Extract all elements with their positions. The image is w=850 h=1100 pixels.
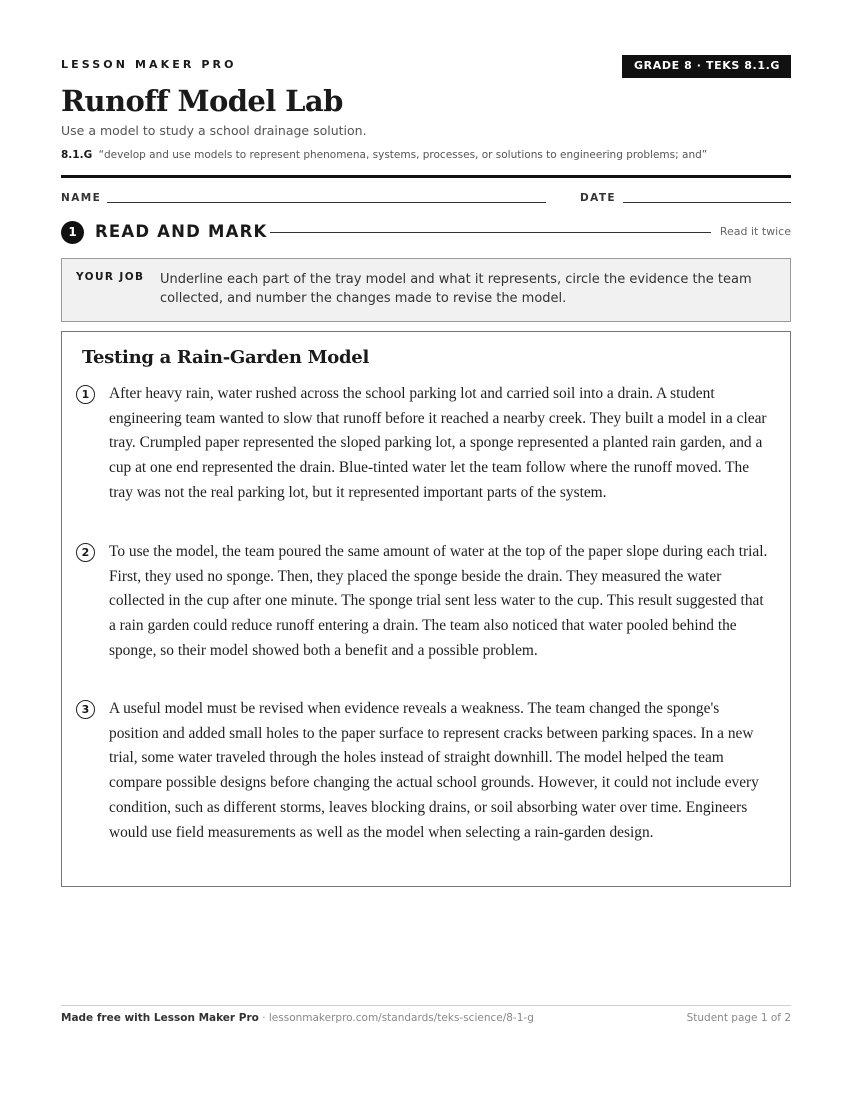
standard-text: “develop and use models to represent phenomena, systems, processes, or solutions to engineering problems; and” [98, 149, 708, 161]
your-job-label: YOUR JOB [76, 271, 145, 283]
footer-maker: Made free with Lesson Maker Pro [61, 1012, 259, 1024]
page-number: Student page 1 of 2 [686, 1012, 791, 1024]
paragraph-number: 3 [76, 700, 95, 719]
your-job-box [61, 258, 791, 322]
page-subtitle: Use a model to study a school drainage solution. [61, 123, 367, 138]
footer-separator: · [258, 1012, 269, 1024]
student-fields [61, 191, 791, 207]
section-divider [270, 232, 711, 233]
paragraph-number: 1 [76, 385, 95, 404]
date-label: DATE [580, 192, 616, 204]
section-note: Read it twice [719, 225, 791, 238]
date-field[interactable] [623, 202, 791, 203]
brand-name: LESSON MAKER PRO [61, 58, 237, 71]
header-divider [61, 175, 791, 178]
section-title: READ AND MARK [95, 222, 268, 241]
standard-line [61, 149, 707, 161]
footer-url[interactable]: lessonmakerpro.com/standards/teks-science/8-1-g [268, 1012, 534, 1024]
passage-paragraph: After heavy rain, water rushed across the school parking lot and carried soil into a drain. A student engineering team wanted to slow that runoff before it reached a nearby creek. They built a model in a clear tray. Crumpled paper represented the sloped parking lot, a sponge represented a planted rain garden, and a cup at one end represented the drain. Blue-tinted water let the team follow where the runoff moved. The tray was not the real parking lot, but it represented important parts of the system. [109, 385, 767, 501]
header-bar [61, 55, 791, 79]
section-header [61, 220, 791, 244]
paragraph-number: 2 [76, 543, 95, 562]
section-number-badge: 1 [61, 221, 84, 244]
passage-title: Testing a Rain-Garden Model [82, 347, 369, 368]
footer-credit [61, 1012, 534, 1024]
passage-paragraph: To use the model, the team poured the same amount of water at the top of the paper slope during each trial. First, they used no sponge. Then, they placed the sponge beside the drain. They measured the water collected in the cup after one minute. The sponge trial sent less water to the cup. This result suggested that a rain garden could reduce runoff entering a drain. The team also noticed that water pooled behind the sponge, so their model showed both a benefit and a possible problem. [109, 543, 768, 659]
name-label: NAME [61, 192, 102, 204]
page-title: Runoff Model Lab [61, 84, 343, 118]
name-field[interactable] [107, 202, 546, 203]
your-job-text: Underline each part of the tray model and what it represents, circle the evidence the team collected, and number the changes made to revise the model. [160, 272, 752, 306]
footer-divider [61, 1005, 791, 1006]
standard-code: 8.1.G [61, 149, 93, 161]
passage-paragraph: A useful model must be revised when evidence reveals a weakness. The team changed the sponge's position and added small holes to the paper surface to represent cracks between parking spaces. In a new trial, some water traveled through the holes instead of straight downhill. The model helped the team compare possible designs before changing the actual school grounds. However, it could not include every condition, such as different storms, leaves blocking drains, or soil absorbing water over time. Engineers would use field measurements as well as the model when selecting a rain-garden design. [109, 700, 759, 841]
grade-badge: GRADE 8 · TEKS 8.1.G [622, 55, 791, 78]
reading-passage [61, 331, 791, 887]
